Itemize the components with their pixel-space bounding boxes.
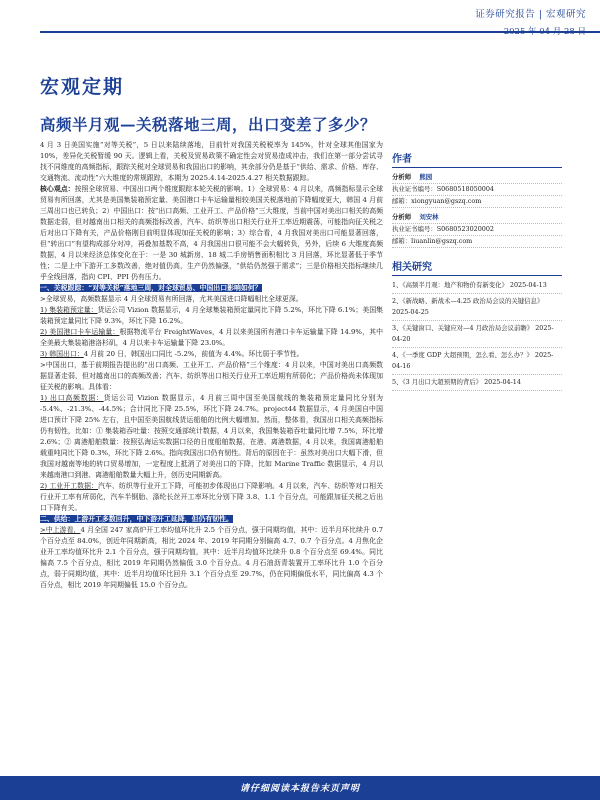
paragraph-text: 4 月全国 247 家高炉开工率均值环比升 2.5 个百分点，强于同期均值，其中：近半月环比续升 0.7 个百分点至 84.0%，创近年同期新高，相比 2024 年、2019 年同期分别偏高 4.7、0.7 个百分点。4 月焦化企业开工率均值环比升 2.1 个百分点，强于同期均值，其中：近半月均值环比续升 0.8 个百分点至 69.4%。同比偏高 7.5 个百分点，相比 2019 年同期仍然偏低 3.0 个百分点。4 月石油沥青装置开工率环比升 1.0 个百分点，弱于同期均值，其中：近半月均值环比回升 3.1 个百分点至 29.7%，仍在同期偏低水平，同比偏高 4.3 个百分点，相比 2019 年同期偏低 15.0 个百分点。 <box>40 526 383 589</box>
related-research-item[interactable]: 5、《3 月出口大超预期的背后》 2025-04-14 <box>392 375 562 391</box>
paragraph-us-port-trucking <box>40 327 383 349</box>
paragraph-container-bookings <box>40 305 383 327</box>
intro-paragraph: 4 月 3 日美国实施“对等关税”，5 日以来陆续落地，目前针对我国关税税率为 145%，针对全球其他国家为 10%，差异化关税暂缓 90 天。逻辑上看，关税及贸易政策不确定性会对贸易造成冲击，我们在第一部分尝试寻找不同维度的高频指标，跟踪关税对全球贸易和我国出口的影响，其余部分仍是基于“供给、需求、价格、库存、交通物流、流动性”六大维度的常规跟踪，本期为 2025.4.14-2025.4.27 相关数据跟踪。 <box>40 141 383 182</box>
paragraph-upstream <box>40 525 383 591</box>
author-name: 刘安林 <box>419 213 439 221</box>
license-label: 执业证书编号： <box>392 225 437 233</box>
sidebar <box>392 140 562 391</box>
author-email[interactable]: xiongyuan@gszq.com <box>411 197 482 205</box>
license-label: 执业证书编号： <box>392 185 437 193</box>
footer-bar <box>0 776 600 800</box>
section-1-lead: >全球贸易，高频数据显示 4 月全球贸易有所回落，尤其美国进口降幅相比全球更深。 <box>40 295 303 303</box>
report-headline: 高频半月观—关税落地三周，出口变差了多少？ <box>40 115 377 134</box>
authors-heading: 作者 <box>392 150 562 168</box>
paragraph-text: 根据物流平台 FreightWaves，4 月以来美国所有港口卡车运输量下降 14.9%，其中全美最大集装箱港洛杉矶，4 月以来卡车运输量下降 23.0%。 <box>40 328 383 347</box>
paragraph-text: 货运公司 Vizion 数据显示，4 月前三周中国至美国航线的集装箱预定量同比分别为 -5.4%、-21.3%、-44.5%；合计同比下降 25.5%，环比下降 24.7%。project44 数据显示，4 月美国自中国进口预计下降 25% 左右，且中国至美国航线货运船舶的比例大幅增加。然而，整体看，我国出口相关高频指标仍有韧性，比如：① 集装箱吞吐量：按照交通部统计数据，4 月以来，我国集装箱吞吐量同比增 7.5%，环比增 2.6%；② 离港船舶数量：按照弘海运实数据口径的日度船舶数据，在港、离港数据，4 月以来，我国离港船舶载重吨同比下降 0.3%，环比下降 2.6%。指向我国出口仍有韧性。背后的原因在于：虽然对美出口大幅下滑，但我国对越南等地的转口贸易增加，一定程度上抵消了对美出口的下降，比如 Marine Traffic 数据显示，4 月以来越南港口到港、离港船舶数量大幅上升，创历史同期新高。 <box>40 394 383 479</box>
related-research-list <box>392 278 562 391</box>
related-research-item[interactable]: 3、《关键窗口、关键应对—4 月政治局会议前瞻》 2025-04-20 <box>392 321 562 348</box>
paragraph-korea-exports <box>40 349 383 360</box>
paragraph-label: 3) 韩国出口： <box>40 350 84 358</box>
related-research-item[interactable]: 2、《新战略、新战术—4.25 政治局会议的关键信息》 2025-04-25 <box>392 294 562 321</box>
license-number: S0680523020002 <box>436 225 494 233</box>
paragraph-text: 货运公司 Vizion 数据显示，4 月全球集装箱预定量同比下降 5.2%，环比下降 6.1%；美国集装箱预定量同比下降 9.3%，环比下降 16.2%。 <box>40 306 383 325</box>
section-heading-1: 一、关税跟踪：“对等关税”落地三周，对全球贸易、中国出口影响如何？ <box>40 284 262 292</box>
author-role: 分析师 <box>392 173 412 181</box>
paragraph-label: 2) 美国港口卡车运输量： <box>40 328 120 336</box>
section-heading-2: 二、供给：上游开工多数回升，中下游开工延降，但仍有韧性。 <box>40 515 233 523</box>
author-card <box>392 172 562 208</box>
email-label: 邮箱： <box>392 197 412 205</box>
author-email[interactable]: liuanlin@gszq.com <box>411 237 473 245</box>
paragraph-label: >中上游看， <box>40 526 81 534</box>
author-name: 熊园 <box>419 173 433 181</box>
report-category: 证券研究报告 | 宏观研究 <box>475 9 586 20</box>
related-research-heading: 相关研究 <box>392 258 562 276</box>
footer-disclaimer: 请仔细阅读本报告末页声明 <box>239 784 360 794</box>
paragraph-industrial-operation <box>40 481 383 514</box>
core-view-paragraph <box>40 184 383 283</box>
paragraph-text: 汽车、纺织等行业开工下降，可能初步体现出口下降影响。4 月以来，汽车、纺织等对口相关行业开工率有所弱化，汽车半钢胎、涤纶长丝开工率环比分别下降 3.8、1.1 个百分点，可能跟加征关税之后出口下降有关。 <box>40 482 383 512</box>
email-label: 邮箱： <box>392 237 412 245</box>
related-research-item[interactable]: 1、《高频半月观：地产和物价有新变化》 2025-04-13 <box>392 278 562 294</box>
core-view-label: 核心观点： <box>40 185 75 193</box>
author-role: 分析师 <box>392 213 412 221</box>
paragraph-label: 1) 出口高频数据： <box>40 394 104 402</box>
paragraph-label: 2) 工业开工数据： <box>40 482 99 490</box>
license-number: S0680518050004 <box>436 185 494 193</box>
author-card <box>392 212 562 248</box>
paragraph-text: 4 月前 20 日，韩国出口同比 -5.2%，前值为 4.4%。环比弱于季节性。 <box>83 350 304 358</box>
main-body <box>40 140 383 780</box>
report-type-title: 宏观定期 <box>40 76 125 98</box>
paragraph-china-exports: >中国出口，基于前期报告提出的“出口高频、工业开工、产品价格”三个维度：4 月以来，中国对美出口高频数据显著走弱，但对越南出口的高频改善；汽车、纺织等出口相关行业开工率近期有所弱化；产品价格尚未体现加征关税的影响。具体看： <box>40 361 383 391</box>
related-research-item[interactable]: 4、《一季度 GDP 大超预期，怎么看、怎么办？》 2025-04-16 <box>392 348 562 375</box>
paragraph-export-hf-data <box>40 393 383 481</box>
header-rule <box>40 31 600 33</box>
paragraph-label: 1) 集装箱预定量： <box>40 306 98 314</box>
core-view-text: 按照全球贸易、中国出口两个维度跟踪本轮关税的影响。1）全球贸易：4 月以来，高频指标显示全球贸易有所回落，尤其是美国集装箱预定量、美国港口卡车运输量相较美国关税落地前下降幅度更大，韩国 4 月前三周出口也已转负；2）中国出口：按“出口高频、工业开工、产品价格”三大维度，当前中国对美出口相关的高频数据走弱，但对越南出口相关的高频指标改善，汽车、纺织等出口相关行业开工率近期震荡，可能指向征关税之后对出口下降有关，产品价格刚目前明显体现加征关税的影响；3）综合看，4 月我国对美出口可能显著回落，但“转出口”有望构成部分对冲，再叠加基数不高，4 月我国出口很可能不会大幅转负，另外，后续 6 大维度高频数据，4 月以来经济总体变化在于：一是 30 城新房、18 城二手房销售面积相比 3 月回落，环比显著低于季节性；二是上中下游开工多数改善，绝对值仍高，生产仍然偏强，“供给仍然强于需求”；三是价格相关指标继续几乎全线回落，指向 CPI、PPI 仍有压力。 <box>40 185 383 281</box>
